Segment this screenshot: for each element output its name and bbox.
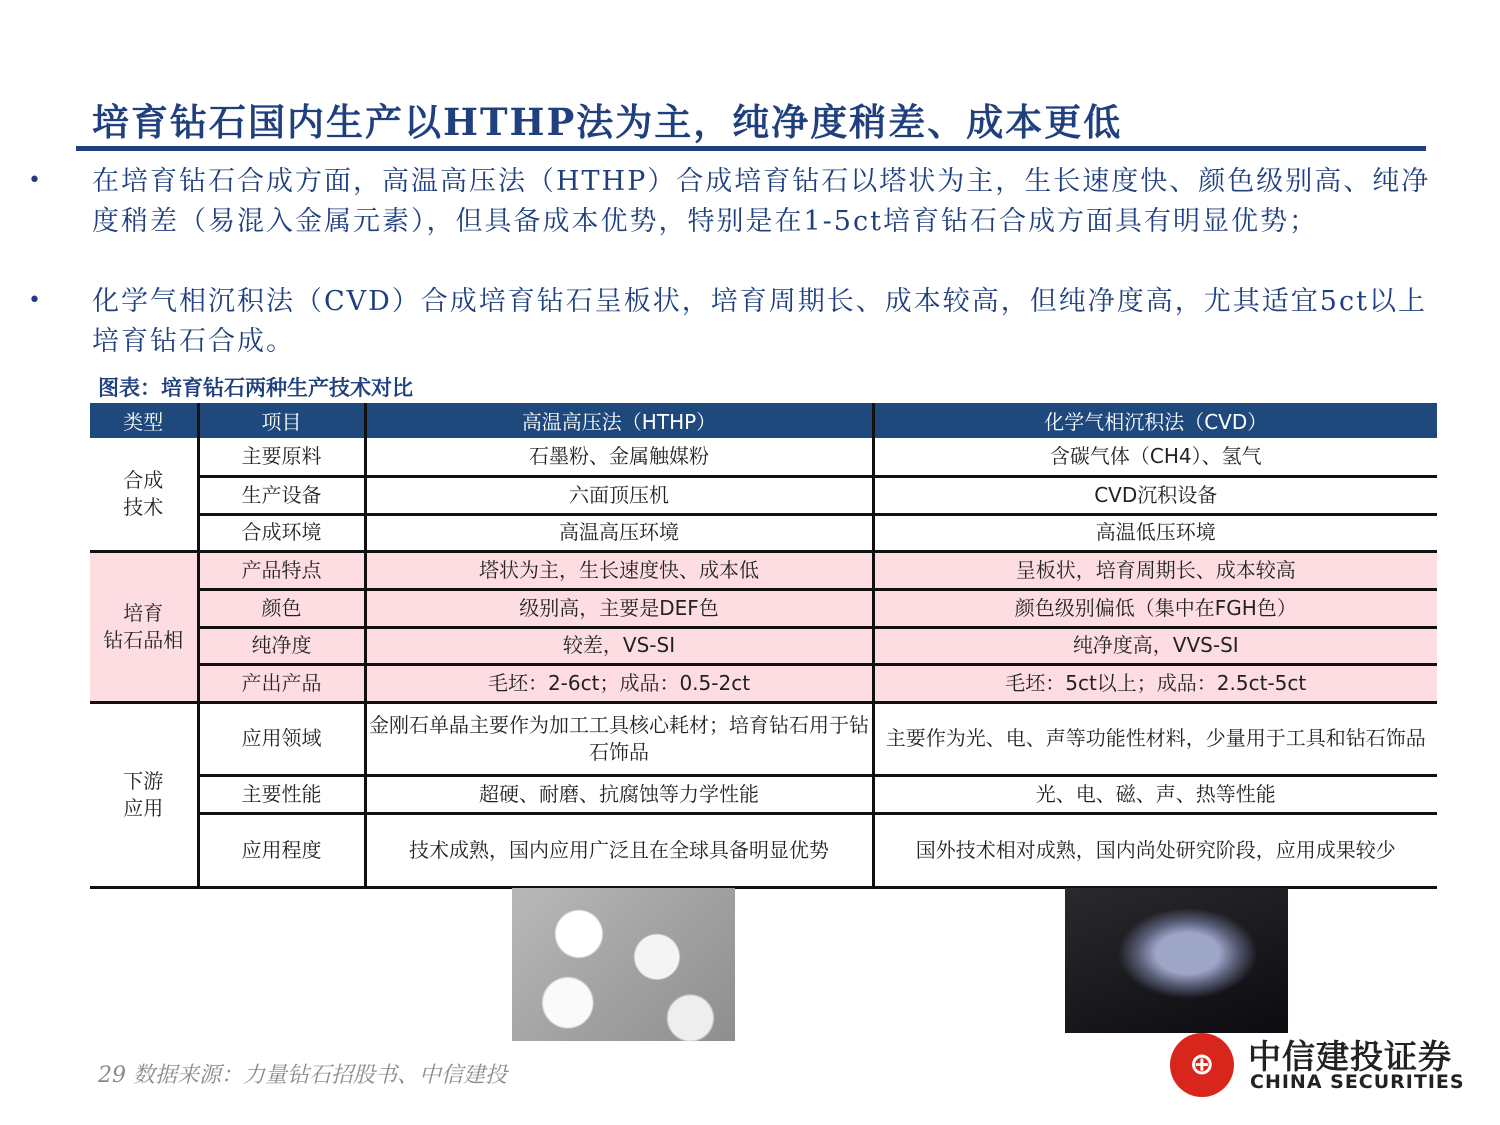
header-cell: 高温高压法（HTHP） (365, 403, 873, 438)
table-row (90, 775, 1437, 813)
group-label: 培育 钻石品相 (90, 551, 198, 702)
hthp-cell: 技术成熟，国内应用广泛且在全球具备明显优势 (365, 813, 873, 887)
header-cell: 项目 (198, 403, 365, 438)
hthp-cell: 六面顶压机 (365, 476, 873, 514)
hthp-cell: 金刚石单晶主要作为加工工具核心耗材；培育钻石用于钻石饰品 (365, 702, 873, 775)
table-row (90, 627, 1437, 664)
table-row (90, 438, 1437, 476)
hthp-cell: 毛坯：2-6ct；成品：0.5-2ct (365, 664, 873, 702)
group-label: 合成 技术 (90, 438, 198, 551)
table-row (90, 702, 1437, 775)
bullet-text-2: 化学气相沉积法（CVD）合成培育钻石呈板状，培育周期长、成本较高，但纯净度高，尤其适宜5ct以上培育钻石合成。 (92, 286, 1427, 357)
cvd-cell: 含碳气体（CH4）、氢气 (873, 438, 1437, 476)
item-cell: 主要原料 (198, 438, 365, 476)
citic-logo-icon: ⊕ (1170, 1033, 1234, 1097)
logo-en-text: CHINA SECURITIES (1250, 1071, 1465, 1093)
source-note (98, 1058, 507, 1089)
cvd-cell: 呈板状，培育周期长、成本较高 (873, 551, 1437, 589)
cvd-cell: 光、电、磁、声、热等性能 (873, 775, 1437, 813)
header-cell: 类型 (90, 403, 198, 438)
china-securities-logo (1170, 1033, 1470, 1097)
hthp-cell: 塔状为主，生长速度快、成本低 (365, 551, 873, 589)
table-row (90, 551, 1437, 589)
cvd-cell: 主要作为光、电、声等功能性材料，少量用于工具和钻石饰品 (873, 702, 1437, 775)
page-number: 29 (98, 1063, 126, 1088)
item-cell: 产品特点 (198, 551, 365, 589)
table-row (90, 813, 1437, 887)
bullet-icon: • (28, 168, 41, 193)
cvd-cell: 国外技术相对成熟，国内尚处研究阶段，应用成果较少 (873, 813, 1437, 887)
bullet-icon: • (28, 288, 41, 313)
hthp-cell: 级别高，主要是DEF色 (365, 589, 873, 627)
hthp-cell: 石墨粉、金属触媒粉 (365, 438, 873, 476)
item-cell: 合成环境 (198, 514, 365, 551)
cvd-cell: 高温低压环境 (873, 514, 1437, 551)
hthp-cell: 超硬、耐磨、抗腐蚀等力学性能 (365, 775, 873, 813)
item-cell: 应用程度 (198, 813, 365, 887)
cvd-diamond-photo (1065, 888, 1288, 1033)
item-cell: 生产设备 (198, 476, 365, 514)
hthp-cell: 较差，VS-SI (365, 627, 873, 664)
item-cell: 颜色 (198, 589, 365, 627)
comparison-table (90, 403, 1437, 889)
title-underline (76, 146, 1426, 151)
table-row (90, 514, 1437, 551)
table-header-row (90, 403, 1437, 438)
cvd-cell: CVD沉积设备 (873, 476, 1437, 514)
item-cell: 主要性能 (198, 775, 365, 813)
slide-title: 培育钻石国内生产以HTHP法为主，纯净度稍差、成本更低 (92, 100, 1123, 144)
group-label: 下游 应用 (90, 702, 198, 887)
cvd-cell: 颜色级别偏低（集中在FGH色） (873, 589, 1437, 627)
item-cell: 产出产品 (198, 664, 365, 702)
hthp-diamond-photo (512, 888, 735, 1041)
header-cell: 化学气相沉积法（CVD） (873, 403, 1437, 438)
logo-cn-text: 中信建投证券 (1248, 1037, 1452, 1076)
table-row (90, 589, 1437, 627)
item-cell: 纯净度 (198, 627, 365, 664)
source-text: 数据来源：力量钻石招股书、中信建投 (133, 1063, 508, 1088)
cvd-cell: 毛坯：5ct以上；成品：2.5ct-5ct (873, 664, 1437, 702)
table-caption: 图表：培育钻石两种生产技术对比 (98, 376, 413, 400)
hthp-cell: 高温高压环境 (365, 514, 873, 551)
bullet-text-1: 在培育钻石合成方面，高温高压法（HTHP）合成培育钻石以塔状为主，生长速度快、颜色级别高、纯净度稍差（易混入金属元素），但具备成本优势，特别是在1-5ct培育钻石合成方面具有明显优势； (92, 166, 1431, 237)
table-row (90, 476, 1437, 514)
table-row (90, 664, 1437, 702)
cvd-cell: 纯净度高，VVS-SI (873, 627, 1437, 664)
item-cell: 应用领域 (198, 702, 365, 775)
